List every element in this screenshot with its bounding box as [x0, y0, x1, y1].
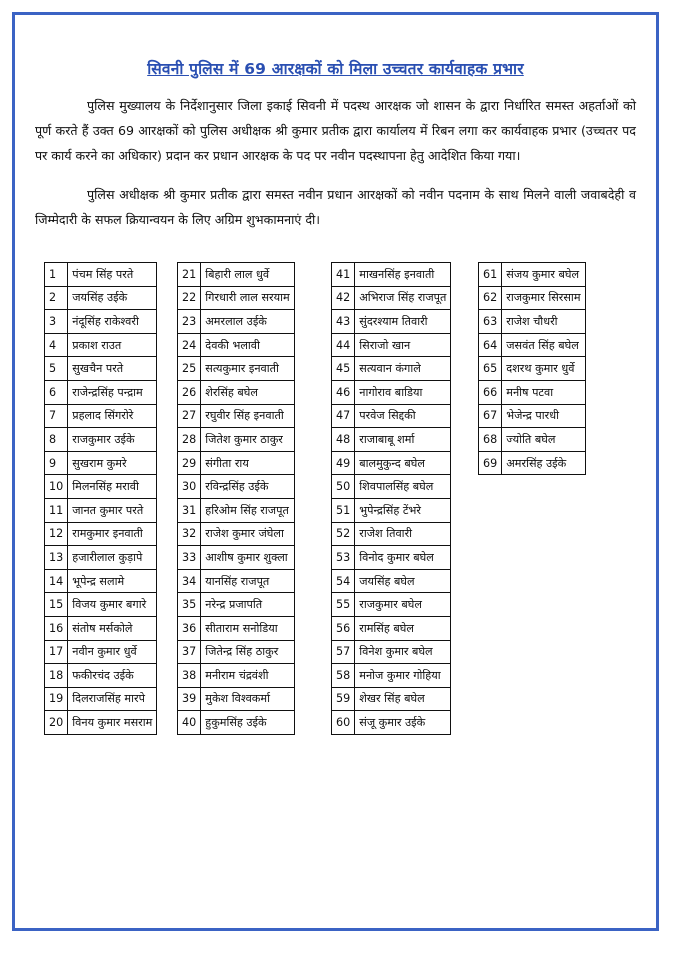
constable-name: सुखराम कुमरे	[68, 451, 157, 475]
table-row	[45, 357, 157, 381]
table-row	[178, 404, 295, 428]
constable-name: राजेश कुमार जंघेला	[201, 522, 294, 546]
paragraph-1	[35, 93, 636, 168]
table-row	[332, 404, 451, 428]
table-row	[332, 263, 451, 287]
paragraph-2-text: पुलिस अधीक्षक श्री कुमार प्रतीक द्वारा समस्त नवीन प्रधान आरक्षकों को नवीन पदनाम के साथ मिलने वाली जवाबदेही व जिम्मेदारी के सफल क्रियान्वयन के लिए अग्रिम शुभकामनाएं दी।	[35, 187, 636, 227]
table-row	[178, 286, 295, 310]
serial-number: 16	[45, 616, 68, 640]
serial-number: 50	[332, 475, 355, 499]
serial-number: 12	[45, 522, 68, 546]
serial-number: 65	[479, 357, 502, 381]
table-row	[332, 593, 451, 617]
serial-number: 63	[479, 310, 502, 334]
serial-number: 2	[45, 286, 68, 310]
table-row	[45, 711, 157, 735]
table-row	[45, 310, 157, 334]
constable-name: मिलनसिंह मरावी	[68, 475, 157, 499]
serial-number: 7	[45, 404, 68, 428]
serial-number: 42	[332, 286, 355, 310]
table-row	[178, 711, 295, 735]
constable-name: प्रकाश राउत	[68, 333, 157, 357]
constable-name: रघुवीर सिंह इनवाती	[201, 404, 294, 428]
constable-name: संतोष मर्सकोले	[68, 616, 157, 640]
serial-number: 51	[332, 498, 355, 522]
table-row	[45, 380, 157, 404]
table-row	[178, 522, 295, 546]
constable-name: राजेश तिवारी	[355, 522, 451, 546]
constable-name: अमरलाल उईके	[201, 310, 294, 334]
table-row	[332, 333, 451, 357]
serial-number: 60	[332, 711, 355, 735]
constable-name: जयसिंह उईके	[68, 286, 157, 310]
serial-number: 56	[332, 616, 355, 640]
constable-name: संगीता राय	[201, 451, 294, 475]
table-row	[178, 593, 295, 617]
serial-number: 22	[178, 286, 201, 310]
table-row	[479, 451, 586, 475]
table-row	[332, 286, 451, 310]
serial-number: 28	[178, 428, 201, 452]
name-table-3	[331, 262, 451, 735]
constable-name: अमरसिंह उईके	[502, 451, 585, 475]
serial-number: 53	[332, 546, 355, 570]
constable-name: दशरथ कुमार धुर्वे	[502, 357, 585, 381]
constable-name: परवेज सिद्दकी	[355, 404, 451, 428]
table-row	[45, 522, 157, 546]
constable-name: मनीराम चंद्रवंशी	[201, 664, 294, 688]
table-row	[45, 664, 157, 688]
constable-name: सत्यवान कंगाले	[355, 357, 451, 381]
name-table-1	[44, 262, 157, 735]
serial-number: 47	[332, 404, 355, 428]
constable-name: यानसिंह राजपूत	[201, 569, 294, 593]
table-row	[178, 263, 295, 287]
table-row	[479, 263, 586, 287]
serial-number: 62	[479, 286, 502, 310]
constable-name: गिरधारी लाल सरयाम	[201, 286, 294, 310]
constable-name: देवकी भलावी	[201, 333, 294, 357]
table-row	[479, 428, 586, 452]
serial-number: 58	[332, 664, 355, 688]
constable-name: रविन्द्रसिंह उईके	[201, 475, 294, 499]
constable-name: जानत कुमार परते	[68, 498, 157, 522]
table-row	[178, 475, 295, 499]
serial-number: 59	[332, 687, 355, 711]
table-row	[45, 475, 157, 499]
serial-number: 52	[332, 522, 355, 546]
serial-number: 26	[178, 380, 201, 404]
table-row	[178, 380, 295, 404]
serial-number: 21	[178, 263, 201, 287]
table-row	[332, 380, 451, 404]
serial-number: 10	[45, 475, 68, 499]
constable-name: रामसिंह बघेल	[355, 616, 451, 640]
table-row	[178, 310, 295, 334]
serial-number: 4	[45, 333, 68, 357]
constable-name: संजू कुमार उईके	[355, 711, 451, 735]
table-row	[178, 451, 295, 475]
serial-number: 41	[332, 263, 355, 287]
table-row	[45, 404, 157, 428]
table-row	[178, 498, 295, 522]
table-row	[332, 546, 451, 570]
document-title: सिवनी पुलिस में 69 आरक्षकों को मिला उच्चतर कार्यवाहक प्रभार	[147, 60, 524, 78]
constable-name: राजकुमार उईके	[68, 428, 157, 452]
table-row	[332, 310, 451, 334]
table-row	[178, 569, 295, 593]
paragraph-1-text: पुलिस मुख्यालय के निर्देशानुसार जिला इकाई सिवनी में पदस्थ आरक्षक जो शासन के द्वारा निर्धारित समस्त अहर्ताओं को पूर्ण करते हैं उक्त 69 आरक्षकों को पुलिस अधीक्षक श्री कुमार प्रतीक द्वारा कार्यालय में रिबन लगा कर कार्यवाहक प्रभार (उच्चतर पद पर कार्य करने का अधिकार) प्रदान कर प्रधान आरक्षक के पद पर नवीन पदस्थापना हेतु आदेशित किया गया।	[35, 98, 636, 163]
constable-name: हजारीलाल कुड़ापे	[68, 546, 157, 570]
table-row	[45, 640, 157, 664]
constable-name: राजेन्द्रसिंह पन्द्राम	[68, 380, 157, 404]
constable-name: जितेन्द्र सिंह ठाकुर	[201, 640, 294, 664]
constable-name: बिहारी लाल धुर्वे	[201, 263, 294, 287]
constable-name: जसवंत सिंह बघेल	[502, 333, 585, 357]
table-row	[45, 428, 157, 452]
serial-number: 37	[178, 640, 201, 664]
constable-name: माखनसिंह इनवाती	[355, 263, 451, 287]
table-row	[332, 616, 451, 640]
serial-number: 24	[178, 333, 201, 357]
serial-number: 68	[479, 428, 502, 452]
table-row	[45, 333, 157, 357]
serial-number: 20	[45, 711, 68, 735]
serial-number: 67	[479, 404, 502, 428]
constable-name: नंदूसिंह राकेश्वरी	[68, 310, 157, 334]
table-row	[178, 664, 295, 688]
constable-name: विजय कुमार बगारे	[68, 593, 157, 617]
serial-number: 17	[45, 640, 68, 664]
table-row	[45, 451, 157, 475]
constable-name: भुपेन्द्रसिंह टेंभरे	[355, 498, 451, 522]
serial-number: 40	[178, 711, 201, 735]
table-row	[178, 640, 295, 664]
constable-name: फकीरचंद उईके	[68, 664, 157, 688]
serial-number: 18	[45, 664, 68, 688]
table-row	[45, 616, 157, 640]
constable-name: सिराजो खान	[355, 333, 451, 357]
table-row	[178, 546, 295, 570]
table-row	[479, 333, 586, 357]
table-row	[45, 263, 157, 287]
constable-name: नवीन कुमार धुर्वे	[68, 640, 157, 664]
table-row	[479, 286, 586, 310]
constable-name: दिलराजसिंह मारपे	[68, 687, 157, 711]
serial-number: 32	[178, 522, 201, 546]
constable-name: विनय कुमार मसराम	[68, 711, 157, 735]
serial-number: 14	[45, 569, 68, 593]
serial-number: 49	[332, 451, 355, 475]
constable-name: सत्यकुमार इनवाती	[201, 357, 294, 381]
serial-number: 39	[178, 687, 201, 711]
serial-number: 8	[45, 428, 68, 452]
table-row	[332, 498, 451, 522]
constable-name: संजय कुमार बघेल	[502, 263, 585, 287]
table-row	[479, 310, 586, 334]
table-row	[45, 569, 157, 593]
constable-name: पंचम सिंह परते	[68, 263, 157, 287]
table-row	[332, 357, 451, 381]
table-row	[178, 687, 295, 711]
constable-name: राजाबाबू शर्मा	[355, 428, 451, 452]
constable-name: सुखचैन परते	[68, 357, 157, 381]
constable-name: नागोराव बाडिया	[355, 380, 451, 404]
constable-name: मनोज कुमार गोहिया	[355, 664, 451, 688]
serial-number: 64	[479, 333, 502, 357]
serial-number: 31	[178, 498, 201, 522]
constable-name: शिवपालसिंह बघेल	[355, 475, 451, 499]
table-row	[178, 616, 295, 640]
table-row	[332, 451, 451, 475]
serial-number: 5	[45, 357, 68, 381]
constable-name: शेखर सिंह बघेल	[355, 687, 451, 711]
serial-number: 19	[45, 687, 68, 711]
table-row	[332, 475, 451, 499]
table-row	[332, 711, 451, 735]
serial-number: 36	[178, 616, 201, 640]
table-row	[178, 428, 295, 452]
serial-number: 69	[479, 451, 502, 475]
table-row	[479, 404, 586, 428]
constable-name: जितेश कुमार ठाकुर	[201, 428, 294, 452]
constable-name: सीताराम सनोडिया	[201, 616, 294, 640]
serial-number: 33	[178, 546, 201, 570]
table-row	[332, 569, 451, 593]
serial-number: 13	[45, 546, 68, 570]
serial-number: 35	[178, 593, 201, 617]
table-row	[332, 428, 451, 452]
table-row	[479, 357, 586, 381]
paragraph-2	[35, 182, 636, 232]
constable-name: आशीष कुमार शुक्ला	[201, 546, 294, 570]
serial-number: 25	[178, 357, 201, 381]
constable-name: ज्योति बघेल	[502, 428, 585, 452]
constable-name: हुकुमसिंह उईके	[201, 711, 294, 735]
constable-name: राजकुमार सिरसाम	[502, 286, 585, 310]
serial-number: 30	[178, 475, 201, 499]
constable-name: रामकुमार इनवाती	[68, 522, 157, 546]
serial-number: 43	[332, 310, 355, 334]
table-row	[332, 522, 451, 546]
serial-number: 45	[332, 357, 355, 381]
table-row	[178, 333, 295, 357]
serial-number: 57	[332, 640, 355, 664]
serial-number: 15	[45, 593, 68, 617]
constable-name: विनोद कुमार बघेल	[355, 546, 451, 570]
constable-name: राजकुमार बघेल	[355, 593, 451, 617]
serial-number: 29	[178, 451, 201, 475]
serial-number: 38	[178, 664, 201, 688]
table-row	[178, 357, 295, 381]
constable-name: भूपेन्द्र सलामे	[68, 569, 157, 593]
serial-number: 11	[45, 498, 68, 522]
serial-number: 54	[332, 569, 355, 593]
serial-number: 3	[45, 310, 68, 334]
table-row	[45, 498, 157, 522]
constable-name: राजेश चौधरी	[502, 310, 585, 334]
constable-name: सुंदरश्याम तिवारी	[355, 310, 451, 334]
constable-name: अभिराज सिंह राजपूत	[355, 286, 451, 310]
serial-number: 55	[332, 593, 355, 617]
serial-number: 34	[178, 569, 201, 593]
constable-name: विनेश कुमार बघेल	[355, 640, 451, 664]
table-row	[45, 593, 157, 617]
table-row	[479, 380, 586, 404]
serial-number: 44	[332, 333, 355, 357]
constable-name: शेरसिंह बघेल	[201, 380, 294, 404]
constable-name: हरिओम सिंह राजपूत	[201, 498, 294, 522]
constable-name: नरेन्द्र प्रजापति	[201, 593, 294, 617]
table-row	[332, 640, 451, 664]
serial-number: 6	[45, 380, 68, 404]
table-row	[332, 664, 451, 688]
serial-number: 61	[479, 263, 502, 287]
constable-name: बालमुकुन्द बघेल	[355, 451, 451, 475]
name-table-4	[478, 262, 586, 475]
serial-number: 23	[178, 310, 201, 334]
constable-name: मनीष पटवा	[502, 380, 585, 404]
serial-number: 48	[332, 428, 355, 452]
table-row	[45, 546, 157, 570]
serial-number: 46	[332, 380, 355, 404]
serial-number: 66	[479, 380, 502, 404]
serial-number: 1	[45, 263, 68, 287]
table-row	[332, 687, 451, 711]
constable-name: जयसिंह बघेल	[355, 569, 451, 593]
name-table-2	[177, 262, 295, 735]
serial-number: 27	[178, 404, 201, 428]
table-row	[45, 687, 157, 711]
constable-name: मुकेश विश्वकर्मा	[201, 687, 294, 711]
table-row	[45, 286, 157, 310]
constable-name: प्रहलाद सिंगरोरे	[68, 404, 157, 428]
serial-number: 9	[45, 451, 68, 475]
constable-name: भेजेन्द्र पारधी	[502, 404, 585, 428]
